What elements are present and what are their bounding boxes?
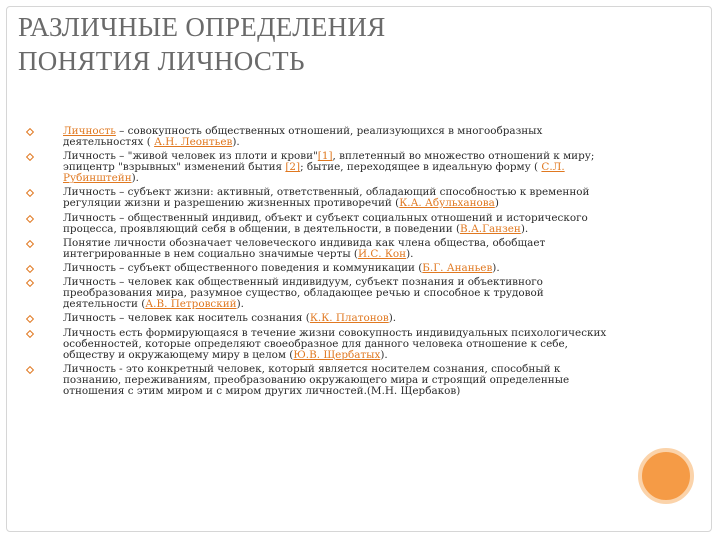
definitions-list xyxy=(24,126,612,400)
definition-text: Понятие личности обозначает человеческого индивида как члена общества, обобщает интегрированные в нем социально значимые черты ( xyxy=(63,236,546,260)
definition-item xyxy=(24,187,612,209)
definition-text: Личность есть формирующаяся в течение жизни совокупность индивидуальных психологических особенностей, которые определяют своеобразное для данного человека отношение к себе, обществу и окружающему миру в целом ( xyxy=(63,326,607,361)
definition-text: ; бытие, переходящее в идеальную форму ( xyxy=(300,161,542,174)
diamond-bullet-icon xyxy=(26,240,34,248)
definition-text: Личность – субъект общественного поведения и коммуникации ( xyxy=(63,261,423,274)
title-line-2: ПОНЯТИЯ ЛИЧНОСТЬ xyxy=(18,46,305,76)
definition-text: ) xyxy=(494,197,499,210)
definition-text: ). xyxy=(520,222,529,235)
diamond-bullet-icon xyxy=(26,215,34,223)
definition-text: – совокупность общественных отношений, реализующихся в многообразных деятельностях ( xyxy=(63,125,543,148)
definition-text: Личность – субъект жизни: активный, ответственный, обладающий способностью к временной регуляции жизни и разрешению жизненных противоречий ( xyxy=(63,186,590,210)
author-link[interactable]: К.К. Платонов xyxy=(309,312,389,325)
diamond-bullet-icon xyxy=(26,315,34,323)
diamond-bullet-icon xyxy=(26,330,34,338)
definition-text: ). xyxy=(388,312,397,325)
definition-item xyxy=(24,126,612,148)
definition-text: ). xyxy=(492,261,500,274)
definition-text: Личность – человек как носитель сознания ( xyxy=(63,312,310,325)
diamond-bullet-icon xyxy=(26,153,34,161)
definition-item xyxy=(24,238,612,260)
definition-text: ). xyxy=(406,247,414,260)
definition-text: Личность – "живой человек из плоти и крови" xyxy=(63,150,318,163)
definition-text: ). xyxy=(380,348,388,361)
author-link[interactable]: [1] xyxy=(317,150,333,163)
definition-item xyxy=(24,263,612,274)
definition-item xyxy=(24,151,612,184)
diamond-bullet-icon xyxy=(26,189,34,197)
diamond-bullet-icon xyxy=(26,128,34,136)
definition-item xyxy=(24,313,612,324)
definition-item xyxy=(24,364,612,397)
author-link[interactable]: Личность xyxy=(63,125,116,137)
diamond-bullet-icon xyxy=(26,279,34,287)
definition-text: Личность - это конкретный человек, который является носителем сознания, способный к познанию, переживаниям, преобразованию окружающего мира и строящий определенные отношения с этим миром и с миром других личностей.(М.Н. Щербаков) xyxy=(63,362,570,397)
title-line-1: РАЗЛИЧНЫЕ ОПРЕДЕЛЕНИЯ xyxy=(18,12,386,42)
definition-text: ). xyxy=(236,298,244,311)
diamond-bullet-icon xyxy=(26,366,34,374)
slide-title xyxy=(18,10,578,78)
author-link[interactable]: А.Н. Леонтьев xyxy=(154,136,233,148)
author-link[interactable]: Ю.В. Щербатых xyxy=(293,348,381,361)
definition-text: ). xyxy=(232,136,240,148)
definition-text: Личность – человек как общественный индивидуум, субъект познания и объективного преобразования мира, разумное существо, обладающее речью и способное к трудовой деятельности ( xyxy=(63,276,544,311)
author-link[interactable]: С.Л. Рубинштейн xyxy=(63,161,565,185)
author-link[interactable]: К.А. Абульханова xyxy=(399,197,495,210)
definition-item xyxy=(24,277,612,310)
author-link[interactable]: В.А.Ганзен xyxy=(460,222,521,235)
decorative-orange-circle xyxy=(638,448,694,504)
author-link[interactable]: Б.Г. Ананьев xyxy=(422,261,493,274)
definition-text: , вплетенный во множество отношений к миру; эпицентр "взрывных" изменений бытия xyxy=(63,150,595,174)
definition-item xyxy=(24,213,612,235)
author-link[interactable]: [2] xyxy=(285,161,301,174)
definition-text: ). xyxy=(131,172,139,185)
diamond-bullet-icon xyxy=(26,265,34,273)
definition-item xyxy=(24,328,612,361)
author-link[interactable]: А.В. Петровский xyxy=(145,298,237,311)
definition-text: Личность – общественный индивид, объект и субъект социальных отношений и исторического процесса, проявляющий себя в общении, в деятельности, в поведении ( xyxy=(63,211,588,235)
author-link[interactable]: И.С. Кон xyxy=(357,247,407,260)
